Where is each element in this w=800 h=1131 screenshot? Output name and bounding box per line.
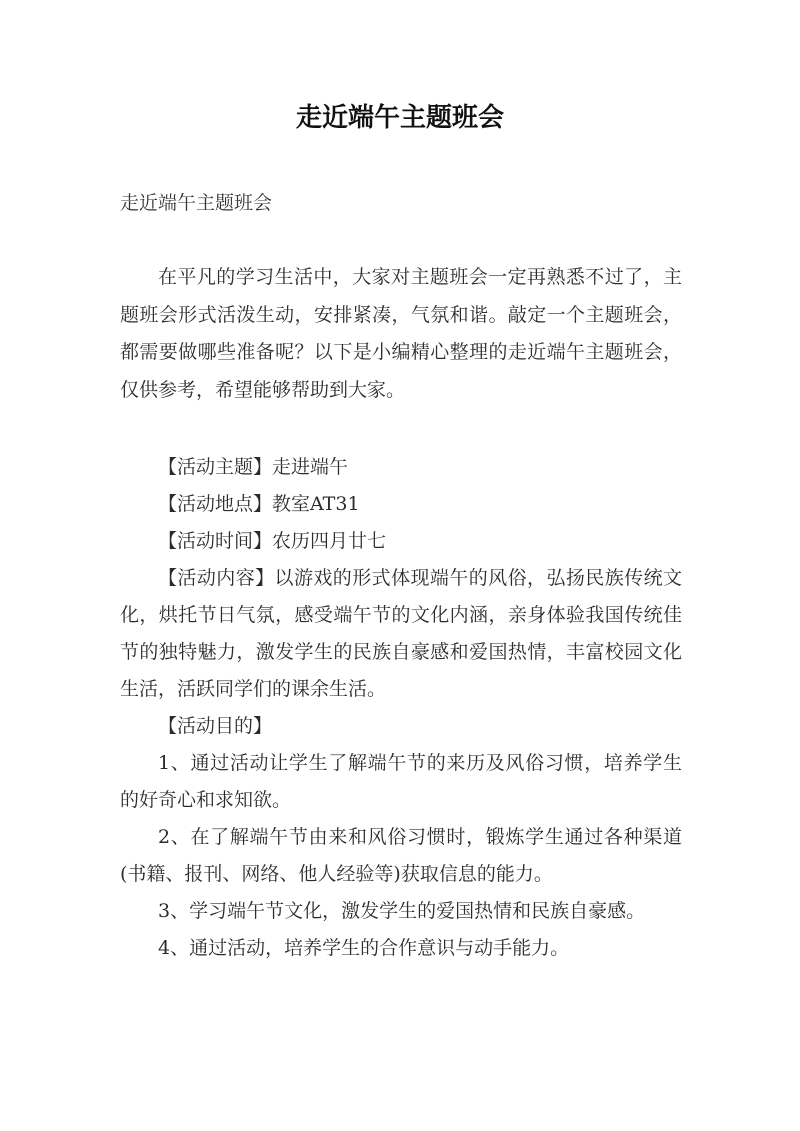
purpose-item-4: 4、通过活动，培养学生的合作意识与动手能力。 [158,937,570,959]
document-subtitle: 走近端午主题班会 [120,192,273,214]
page-title: 走近端午主题班会 [295,103,504,133]
intro-section [120,259,682,409]
purpose-item-1: 1、通过活动让学生了解端午节的来历及风俗习惯，培养学生的好奇心和求知欲。 [120,752,682,811]
activity-location: 【活动地点】教室AT31 [158,493,360,515]
activity-purpose-heading: 【活动目的】 [158,715,273,737]
activity-theme: 【活动主题】走进端午 [158,456,349,478]
activity-time: 【活动时间】农历四月廿七 [158,530,387,552]
activity-section [120,449,682,967]
purpose-item-3: 3、学习端午节文化，激发学生的爱国热情和民族自豪感。 [158,900,646,922]
purpose-item-2: 2、在了解端午节由来和风俗习惯时，锻炼学生通过各种渠道(书籍、报刊、网络、他人经验等)获取信息的能力。 [120,826,682,885]
intro-paragraph: 在平凡的学习生活中，大家对主题班会一定再熟悉不过了，主题班会形式活泼生动，安排紧凑，气氛和谐。敲定一个主题班会，都需要做哪些准备呢？以下是小编精心整理的走近端午主题班会，仅供参考，希望能够帮助到大家。 [120,266,682,401]
activity-content: 【活动内容】以游戏的形式体现端午的风俗，弘扬民族传统文化，烘托节日气氛，感受端午节的文化内涵，亲身体验我国传统佳节的独特魅力，激发学生的民族自豪感和爱国热情，丰富校园文化生活，活跃同学们的课余生活。 [120,567,682,700]
